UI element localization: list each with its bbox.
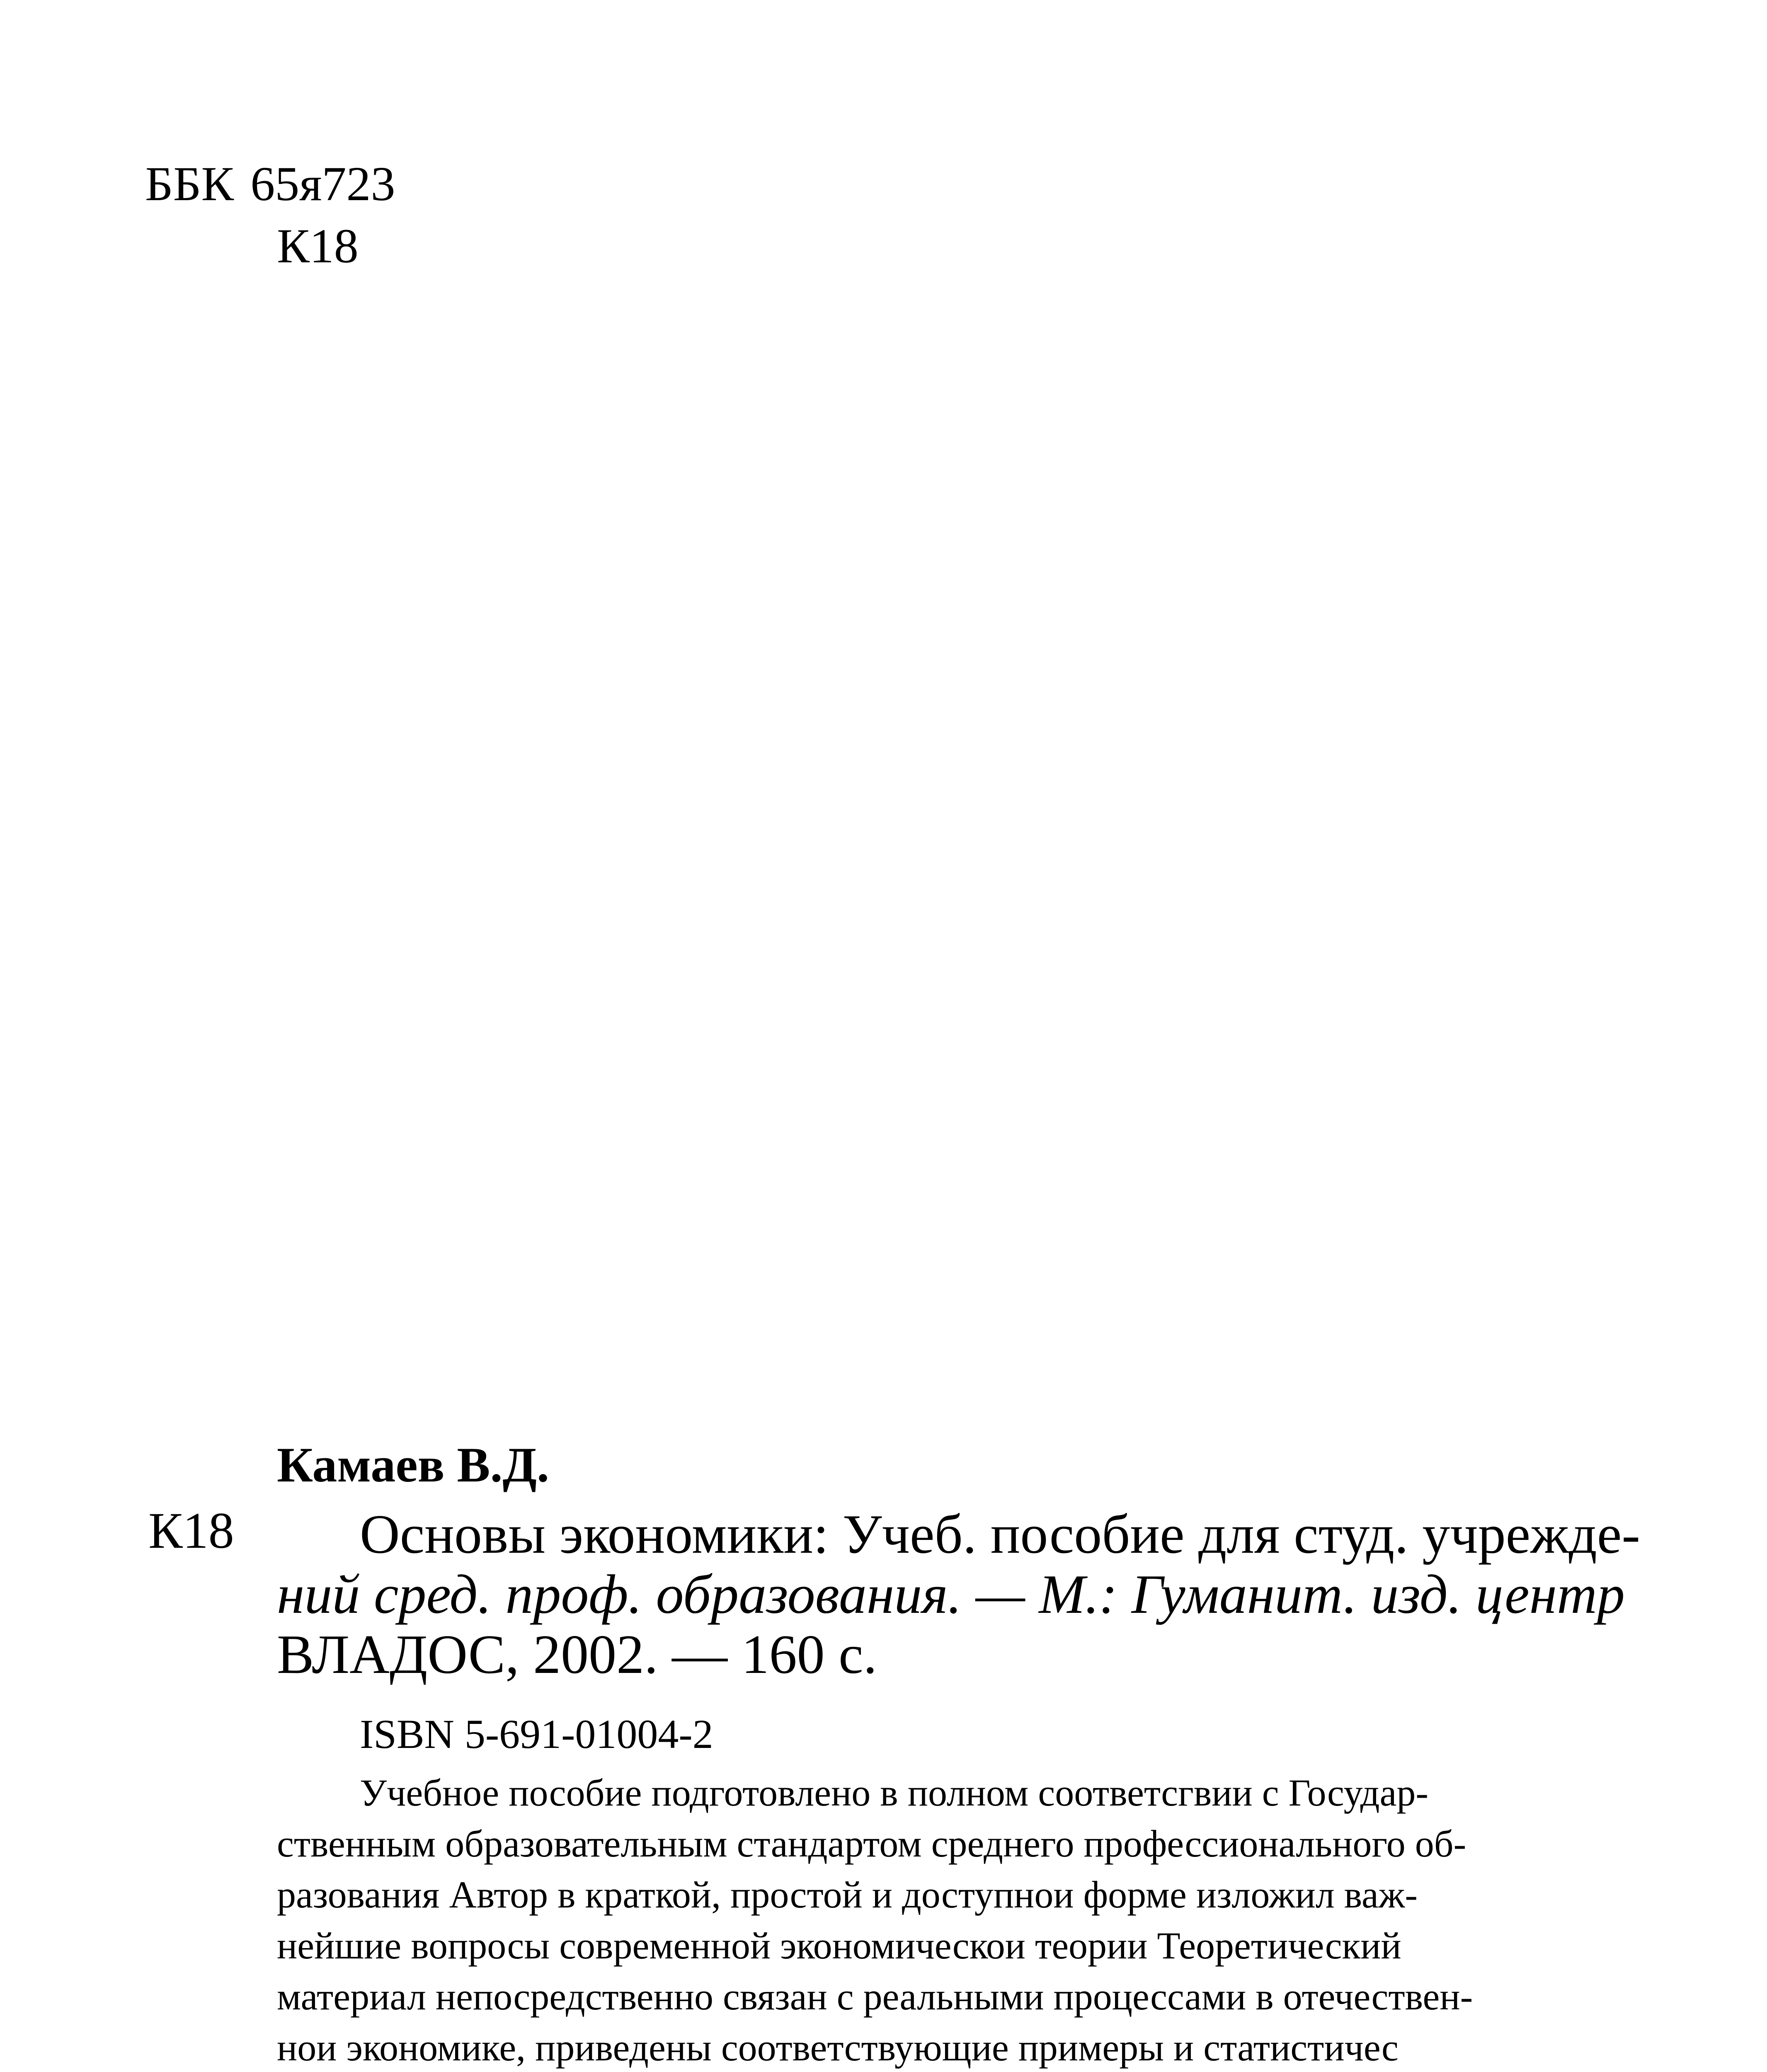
title-line-2: ний сред. проф. образования. — М.: Гуманит. изд. центр: [277, 1564, 1625, 1625]
bbk-code: 65я723: [250, 157, 395, 211]
annotation-line: ственным образовательным стандартом среднего профессионального об-: [277, 1823, 1466, 1865]
annotation-line: разования Автор в краткой, простой и доступнои форме изложил важ-: [277, 1874, 1418, 1916]
annotation-line: нои экономике, приведены соответствующие примеры и статистичес: [277, 2026, 1399, 2069]
bbk-label: ББК: [145, 157, 234, 211]
author-mark-record: К18: [148, 1502, 234, 1559]
annotation-line: нейшие вопросы современной экономическои теории Теоретический: [277, 1924, 1401, 1967]
bbk-top: [145, 157, 395, 211]
title-line-1: Основы экономики: Учеб. пособие для студ. учрежде-: [360, 1503, 1641, 1565]
annotation-paragraph-1: [277, 1767, 1655, 2072]
title-description: [277, 1504, 1640, 1685]
title-line-3: ВЛАДОС, 2002. — 160 с.: [277, 1624, 877, 1685]
annotation-line: Учебное пособие подготовлено в полном соответсгвии с Государ-: [360, 1772, 1429, 1814]
isbn-record: ISBN 5-691-01004-2: [360, 1711, 713, 1757]
author-mark-top: К18: [277, 219, 359, 273]
author-name: Камаев В.Д.: [277, 1437, 550, 1492]
annotation: [277, 1767, 1655, 2072]
annotation-line: материал непосредственно связан с реальными процессами в отечествен-: [277, 1975, 1473, 2018]
